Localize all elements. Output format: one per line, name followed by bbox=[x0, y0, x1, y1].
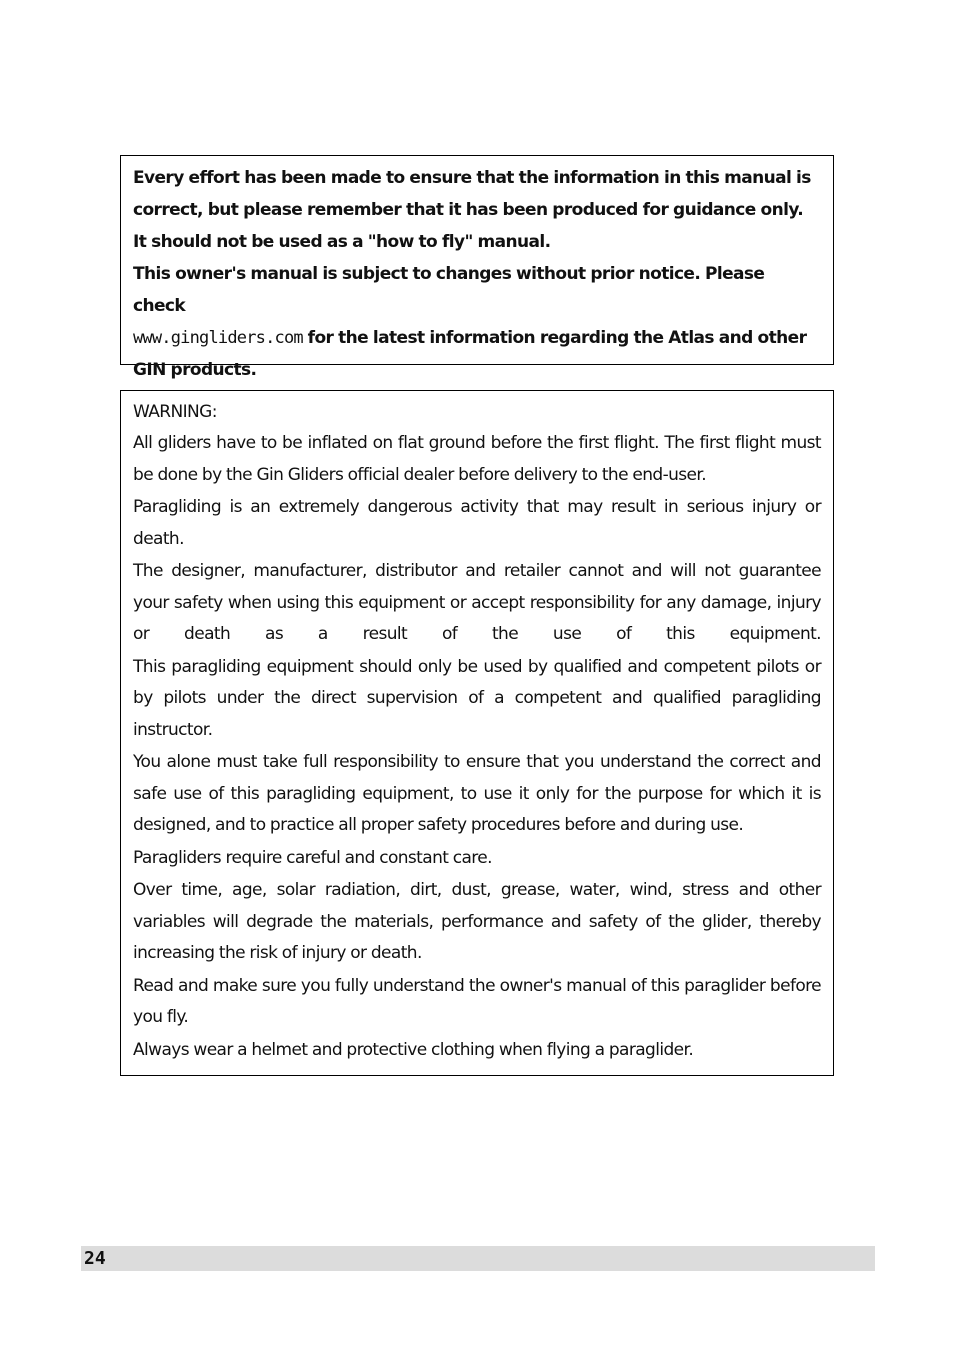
warning-paragraph-responsibility: You alone must take full responsibility to ensure that you understand the correct and safe use of this paragliding equipment, to use it only for the purpose for which it is designed, and to practice all proper safety procedures before and during use. bbox=[133, 752, 821, 835]
warning-paragraph-read-manual: Read and make sure you fully understand the owner's manual of this paraglider before you fly. bbox=[133, 975, 821, 1027]
page-number: 24 bbox=[84, 1248, 106, 1269]
warning-paragraph-liability: The designer, manufacturer, distributor and retailer cannot and will not guarantee your safety when using this equipment or accept responsibility for any damage, injury or death as a result of the use of this equipment. bbox=[133, 561, 821, 644]
warning-box bbox=[120, 390, 834, 1076]
warning-paragraph-helmet: Always wear a helmet and protective clothing when flying a paraglider. bbox=[133, 1039, 694, 1060]
warning-paragraph-inflation: All gliders have to be inflated on flat ground before the first flight. The first flight must be done by the Gin Gliders official dealer before delivery to the end-user. bbox=[133, 433, 821, 485]
disclaimer-line-2-start: This owner's manual is subject to changes without prior notice. Please check bbox=[133, 264, 765, 316]
disclaimer-line-1: Every effort has been made to ensure that the information in this manual is correct, but please remember that it has been produced for guidance only. It should not be used as a "how to fly" manual. bbox=[133, 168, 811, 252]
footer-bar bbox=[81, 1246, 875, 1271]
warning-paragraph-care: Paragliders require careful and constant care. bbox=[133, 847, 492, 868]
warning-heading: WARNING: bbox=[133, 402, 217, 422]
warning-paragraph-qualified-pilots: This paragliding equipment should only be used by qualified and competent pilots or by pilots under the direct supervision of a competent and qualified paragliding instructor. bbox=[133, 656, 821, 740]
disclaimer-box bbox=[120, 155, 834, 380]
warning-paragraph-degradation: Over time, age, solar radiation, dirt, dust, grease, water, wind, stress and other variables will degrade the materials, performance and safety of the glider, thereby increasing the risk of injury or death. bbox=[133, 880, 821, 963]
website-link[interactable]: www.gingliders.com bbox=[133, 328, 303, 348]
warning-paragraph-danger: Paragliding is an extremely dangerous activity that may result in serious injury or death. bbox=[133, 497, 821, 549]
disclaimer-text bbox=[133, 162, 821, 386]
disclaimer-line-2-end: for the latest information regarding the Atlas and other GIN products. bbox=[133, 328, 807, 380]
